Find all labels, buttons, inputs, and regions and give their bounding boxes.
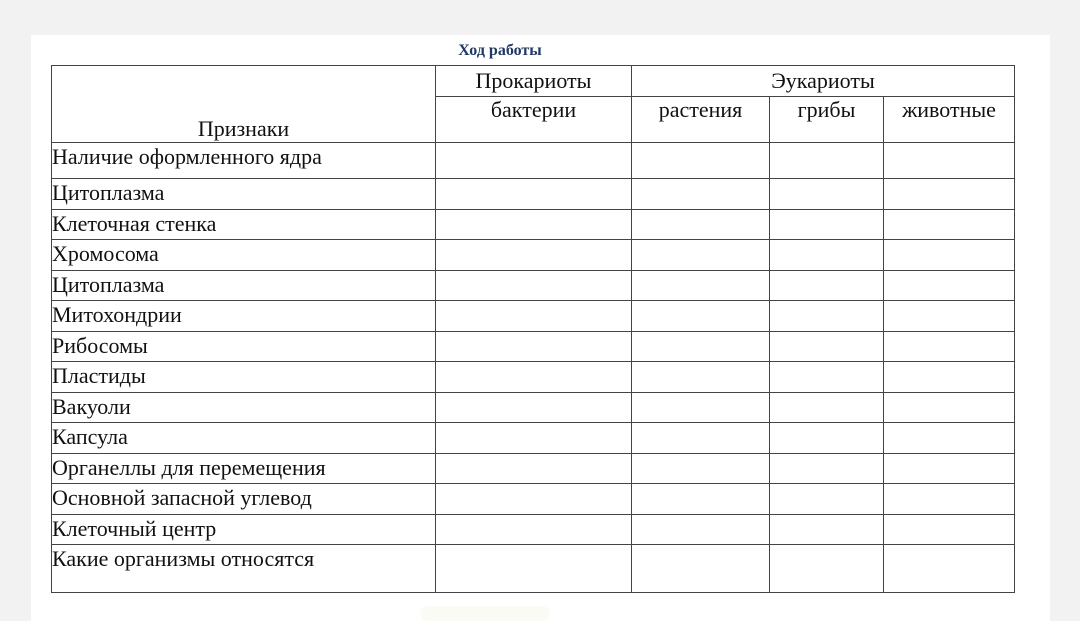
cell-plants[interactable]	[632, 454, 770, 484]
cell-bacteria[interactable]	[436, 545, 632, 593]
row-label: Рибосомы	[52, 332, 436, 362]
cell-animals[interactable]	[884, 143, 1015, 179]
table-row	[52, 143, 1015, 179]
cell-plants[interactable]	[632, 271, 770, 301]
header-features: Признаки	[52, 66, 436, 143]
cell-fungi[interactable]	[770, 332, 884, 362]
cell-animals[interactable]	[884, 179, 1015, 210]
header-plants: растения	[632, 97, 770, 143]
cell-bacteria[interactable]	[436, 210, 632, 240]
cell-plants[interactable]	[632, 423, 770, 454]
cell-animals[interactable]	[884, 271, 1015, 301]
cell-bacteria[interactable]	[436, 423, 632, 454]
header-prokaryotes: Прокариоты	[436, 66, 632, 97]
table-row	[52, 362, 1015, 393]
cell-animals[interactable]	[884, 484, 1015, 515]
row-label: Пластиды	[52, 362, 436, 393]
row-label: Цитоплазма	[52, 271, 436, 301]
cell-plants[interactable]	[632, 515, 770, 545]
cell-animals[interactable]	[884, 210, 1015, 240]
cell-bacteria[interactable]	[436, 143, 632, 179]
cell-bacteria[interactable]	[436, 515, 632, 545]
cell-animals[interactable]	[884, 362, 1015, 393]
table-row	[52, 271, 1015, 301]
cell-fungi[interactable]	[770, 301, 884, 332]
header-eukaryotes: Эукариоты	[632, 66, 1015, 97]
row-label: Клеточный центр	[52, 515, 436, 545]
table-row	[52, 454, 1015, 484]
cell-fungi[interactable]	[770, 393, 884, 423]
cell-plants[interactable]	[632, 484, 770, 515]
row-label: Хромосома	[52, 240, 436, 271]
cell-plants[interactable]	[632, 332, 770, 362]
cell-fungi[interactable]	[770, 179, 884, 210]
table-row	[52, 393, 1015, 423]
cell-animals[interactable]	[884, 545, 1015, 593]
cell-plants[interactable]	[632, 240, 770, 271]
cell-plants[interactable]	[632, 545, 770, 593]
cell-fungi[interactable]	[770, 454, 884, 484]
cell-bacteria[interactable]	[436, 271, 632, 301]
cell-bacteria[interactable]	[436, 484, 632, 515]
document-title: Ход работы	[458, 42, 542, 59]
cell-fungi[interactable]	[770, 545, 884, 593]
row-label: Капсула	[52, 423, 436, 454]
cell-fungi[interactable]	[770, 515, 884, 545]
cell-bacteria[interactable]	[436, 332, 632, 362]
row-label: Основной запасной углевод	[52, 484, 436, 515]
cell-animals[interactable]	[884, 393, 1015, 423]
row-label: Митохондрии	[52, 301, 436, 332]
cell-plants[interactable]	[632, 362, 770, 393]
cell-bacteria[interactable]	[436, 179, 632, 210]
table-row	[52, 301, 1015, 332]
cell-fungi[interactable]	[770, 484, 884, 515]
cell-plants[interactable]	[632, 393, 770, 423]
cell-fungi[interactable]	[770, 362, 884, 393]
cell-plants[interactable]	[632, 179, 770, 210]
cell-bacteria[interactable]	[436, 393, 632, 423]
bottom-edge-artifact	[420, 606, 550, 621]
header-animals: животные	[884, 97, 1015, 143]
cell-plants[interactable]	[632, 210, 770, 240]
cell-plants[interactable]	[632, 301, 770, 332]
cell-animals[interactable]	[884, 515, 1015, 545]
cell-animals[interactable]	[884, 240, 1015, 271]
row-label: Наличие оформленного ядра	[52, 143, 436, 179]
cell-bacteria[interactable]	[436, 240, 632, 271]
row-label: Органеллы для перемещения	[52, 454, 436, 484]
header-bacteria: бактерии	[436, 97, 632, 143]
cell-fungi[interactable]	[770, 210, 884, 240]
header-fungi: грибы	[770, 97, 884, 143]
row-label: Какие организмы относятся	[52, 545, 436, 593]
row-label: Цитоплазма	[52, 179, 436, 210]
table-body	[52, 143, 1015, 593]
cell-fungi[interactable]	[770, 143, 884, 179]
cell-animals[interactable]	[884, 301, 1015, 332]
table-row	[52, 210, 1015, 240]
table-row	[52, 484, 1015, 515]
table-row	[52, 423, 1015, 454]
table-row	[52, 545, 1015, 593]
cell-bacteria[interactable]	[436, 362, 632, 393]
cell-animals[interactable]	[884, 454, 1015, 484]
cell-bacteria[interactable]	[436, 301, 632, 332]
cell-fungi[interactable]	[770, 423, 884, 454]
cell-plants[interactable]	[632, 143, 770, 179]
table-row	[52, 515, 1015, 545]
header-row-top	[52, 66, 1015, 97]
cell-bacteria[interactable]	[436, 454, 632, 484]
cell-animals[interactable]	[884, 332, 1015, 362]
comparison-table	[51, 65, 1015, 593]
cell-animals[interactable]	[884, 423, 1015, 454]
row-label: Вакуоли	[52, 393, 436, 423]
row-label: Клеточная стенка	[52, 210, 436, 240]
table-row	[52, 179, 1015, 210]
cell-fungi[interactable]	[770, 271, 884, 301]
cell-fungi[interactable]	[770, 240, 884, 271]
table-row	[52, 332, 1015, 362]
table-row	[52, 240, 1015, 271]
